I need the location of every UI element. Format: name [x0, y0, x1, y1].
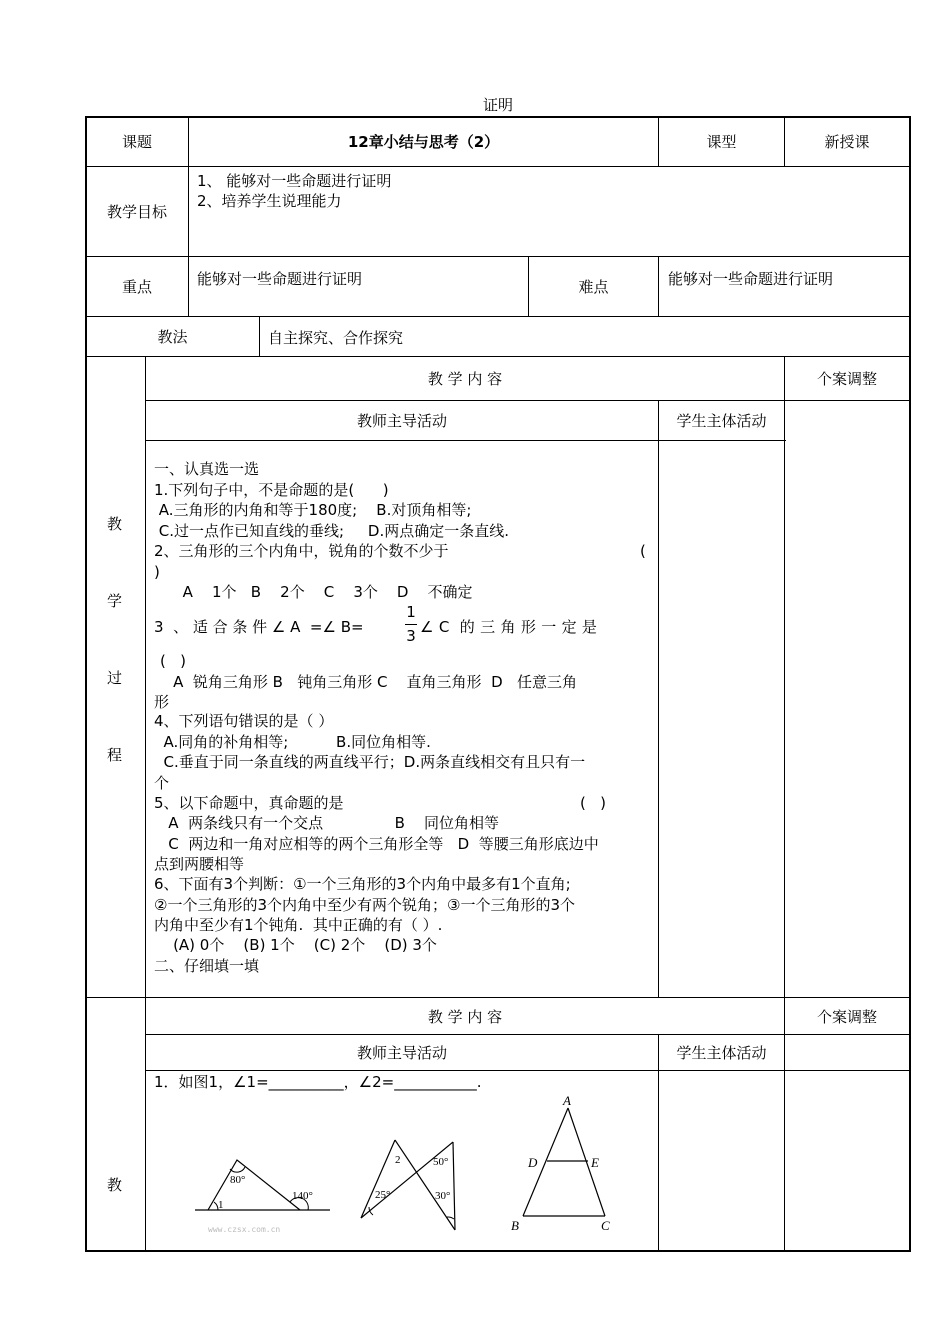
student-activity-header: 学生主体活动	[676, 1044, 767, 1062]
goal-item: 1、 能够对一些命题进行证明	[197, 172, 392, 190]
difficulty-value: 能够对一些命题进行证明	[668, 270, 834, 288]
question: 2、三角形的三个内角中，锐角的个数不少于	[154, 542, 449, 560]
point-label: D	[528, 1155, 538, 1170]
angle-label: 80°	[230, 1174, 246, 1186]
angle-label: 25°	[375, 1189, 391, 1201]
process-label-char: 教	[107, 515, 123, 533]
question-option: (A) 0个 (B) 1个 (C) 2个 (D) 3个	[154, 936, 437, 954]
goals-label: 教学目标	[106, 203, 167, 221]
question: 内角中至少有1个钝角. 其中正确的有（ ）.	[154, 916, 443, 934]
question: 4、下列语句错误的是（ ）	[154, 712, 334, 730]
question-option: A 锐角三角形 B 钝角三角形 C 直角三角形 D 任意三角	[154, 673, 577, 691]
key-label: 重点	[121, 278, 152, 296]
figure-triangle-exterior-angle	[190, 1150, 340, 1240]
fraction-numerator: 1	[406, 603, 416, 621]
question: ②一个三角形的3个内角中至少有两个锐角；③一个三角形的3个	[154, 896, 575, 914]
case-adjust-header: 个案调整	[816, 1007, 877, 1026]
question-option: 形	[154, 693, 170, 711]
type-label: 课型	[706, 133, 737, 151]
point-label: E	[591, 1155, 599, 1170]
question-option: C.过一点作已知直线的垂线; D.两点确定一条直线.	[154, 522, 509, 540]
fill-question: 1．如图1，∠1=__________，∠2=___________.	[154, 1073, 482, 1091]
answer-paren: ( )	[160, 652, 187, 670]
angle-label: 1	[218, 1199, 224, 1211]
content-header: 教 学 内 容	[427, 370, 503, 388]
fraction-denominator: 3	[406, 627, 416, 645]
content-header: 教 学 内 容	[427, 1007, 503, 1026]
key-value: 能够对一些命题进行证明	[197, 270, 363, 288]
answer-paren: )	[154, 563, 160, 581]
question: 1.下列句子中，不是命题的是( )	[154, 481, 389, 499]
process2-label: 教	[107, 1176, 123, 1194]
question: ∠ C 的 三 角 形 一 定 是	[420, 618, 598, 636]
teacher-activity-header: 教师主导活动	[356, 412, 447, 430]
process-label-char: 程	[107, 746, 123, 764]
document-title: 证明	[482, 96, 513, 114]
student-activity-header: 学生主体活动	[676, 412, 767, 430]
case-adjust-header: 个案调整	[816, 370, 877, 388]
question-option: 个	[154, 774, 170, 792]
question-option: C 两边和一角对应相等的两个三角形全等 D 等腰三角形底边中	[154, 835, 599, 853]
process-label-char: 学	[107, 592, 123, 610]
section-heading: 二、仔细填一填	[154, 957, 260, 975]
topic-label: 课题	[121, 133, 152, 151]
goal-item: 2、培养学生说理能力	[197, 192, 342, 210]
point-label: B	[511, 1218, 519, 1233]
difficulty-label: 难点	[578, 278, 609, 296]
question: 3 、 适 合 条 件 ∠ A =∠ B=	[154, 618, 364, 636]
type-value: 新授课	[824, 133, 870, 151]
method-label: 教法	[157, 328, 188, 346]
teacher-activity-header: 教师主导活动	[356, 1044, 447, 1062]
angle-label: 30°	[435, 1190, 451, 1202]
angle-label: 50°	[433, 1156, 449, 1168]
question-option: A.同角的补角相等; B.同位角相等.	[154, 733, 431, 751]
point-label: A	[563, 1093, 571, 1108]
question-option: A 1个 B 2个 C 3个 D 不确定	[154, 583, 473, 601]
question-option: C.垂直于同一条直线的两直线平行；D.两条直线相交有且只有一	[154, 753, 586, 771]
point-label: C	[601, 1218, 610, 1233]
question: 5、以下命题中，真命题的是	[154, 794, 344, 812]
question-option: 点到两腰相等	[154, 855, 245, 873]
section-heading: 一、认真选一选	[154, 460, 260, 478]
figure-crossed-triangles	[355, 1135, 465, 1235]
process-label-char: 过	[107, 669, 123, 687]
angle-label: 2	[395, 1154, 401, 1166]
topic-value: 12章小结与思考（2）	[347, 133, 500, 151]
figure-triangle-midline	[505, 1090, 625, 1240]
watermark-text: www.czsx.com.cn	[208, 1225, 281, 1234]
question-option: A.三角形的内角和等于180度; B.对顶角相等;	[154, 501, 472, 519]
fraction-bar	[405, 624, 417, 625]
method-value: 自主探究、合作探究	[268, 329, 404, 347]
answer-paren: (	[640, 542, 646, 560]
answer-paren: ( )	[580, 794, 607, 812]
question: 6、下面有3个判断：①一个三角形的3个内角中最多有1个直角;	[154, 875, 571, 893]
question-option: A 两条线只有一个交点 B 同位角相等	[154, 814, 499, 832]
angle-label: 140°	[292, 1190, 313, 1202]
